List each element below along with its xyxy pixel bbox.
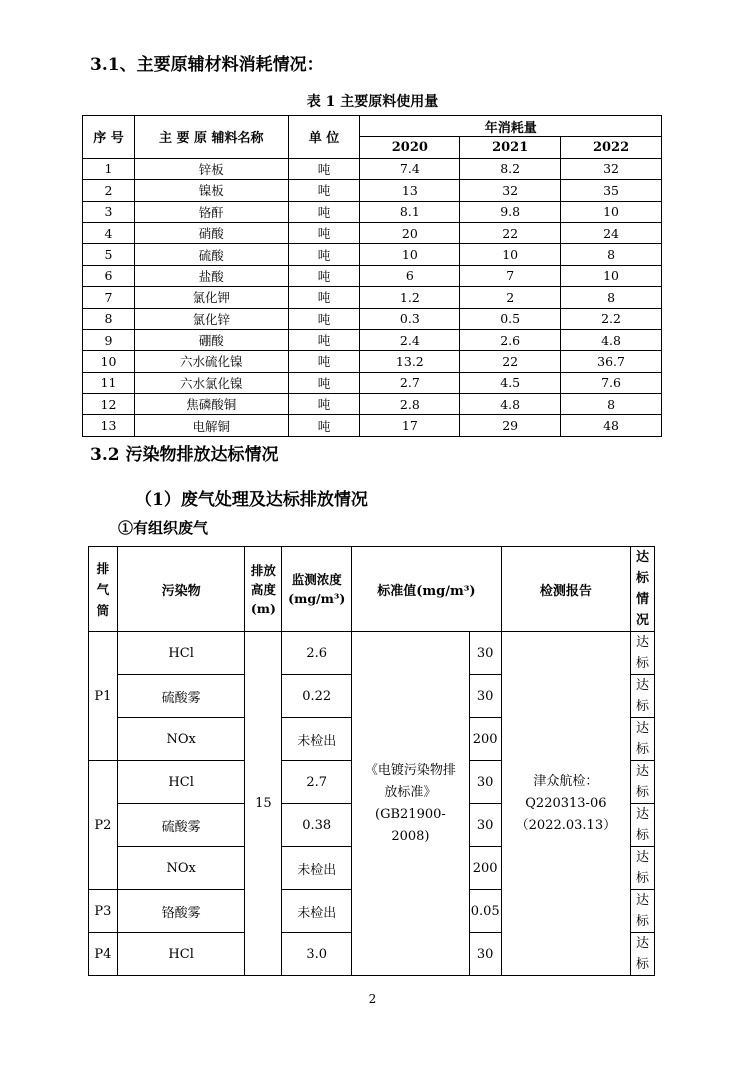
status-cell [631,632,655,675]
table-row [83,329,662,350]
limit-cell: 200 [469,718,501,761]
seq-cell: 3 [83,201,135,222]
unit-cell: 吨 [288,394,360,415]
seq-cell: 6 [83,265,135,286]
pollutant-cell: NOx [117,718,245,761]
value-2020-cell: 10 [360,244,460,265]
value-2020-cell: 2.8 [360,394,460,415]
status-cell [631,761,655,804]
conc-cell: 未检出 [282,847,352,890]
name-cell: 焦磷酸铜 [134,394,288,415]
subsection-a-title: ①有组织废气 [118,519,209,537]
name-cell: 盐酸 [134,265,288,286]
table-row [83,287,662,308]
table-row [83,308,662,329]
value-2020-cell: 6 [360,265,460,286]
name-cell: 硼酸 [134,329,288,350]
table-row [83,222,662,243]
header-annual: 年消耗量 [360,116,662,137]
status-text: 达标 [636,893,650,929]
value-2020-cell: 8.1 [360,201,460,222]
seq-cell: 5 [83,244,135,265]
status-cell [631,718,655,761]
value-2021-cell: 0.5 [460,308,561,329]
value-2021-cell: 9.8 [460,201,561,222]
unit-cell: 吨 [288,222,360,243]
value-2021-cell: 4.5 [460,372,561,393]
header-year: 2022 [561,137,662,158]
value-2022-cell: 4.8 [561,329,662,350]
limit-cell: 30 [469,761,501,804]
unit-cell: 吨 [288,415,360,436]
value-2020-cell: 2.7 [360,372,460,393]
status-text: 达标 [636,678,650,714]
value-2022-cell: 8 [561,394,662,415]
conc-cell: 2.7 [282,761,352,804]
unit-cell: 吨 [288,201,360,222]
pollutant-cell: HCl [117,632,245,675]
unit-cell: 吨 [288,180,360,201]
limit-cell: 200 [469,847,501,890]
value-2020-cell: 17 [360,415,460,436]
unit-cell: 吨 [288,329,360,350]
value-2020-cell: 13 [360,180,460,201]
table-row [83,201,662,222]
header-report: 检测报告 [501,547,630,632]
seq-cell: 10 [83,351,135,372]
conc-cell: 0.22 [282,675,352,718]
standard-cell: 《电镀污染物排放标准》(GB21900-2008) [352,632,470,976]
value-2021-cell: 4.8 [460,394,561,415]
value-2022-cell: 8 [561,244,662,265]
name-cell: 铬酐 [134,201,288,222]
value-2020-cell: 2.4 [360,329,460,350]
name-cell: 电解铜 [134,415,288,436]
value-2021-cell: 2 [460,287,561,308]
value-2022-cell: 24 [561,222,662,243]
seq-cell: 7 [83,287,135,308]
header-seq: 序 号 [83,116,135,159]
name-cell: 锌板 [134,158,288,179]
status-text: 达标 [636,936,650,972]
value-2021-cell: 29 [460,415,561,436]
name-cell: 氯化锌 [134,308,288,329]
header-unit: 单 位 [288,116,360,159]
value-2022-cell: 7.6 [561,372,662,393]
report-cell: 津众航检：Q220313-06（2022.03.13） [501,632,630,976]
pollutant-cell: 铬酸雾 [117,890,245,933]
pollutant-cell: NOx [117,847,245,890]
section-3-2-title: 3.2 污染物排放达标情况 [90,445,279,465]
name-cell: 镍板 [134,180,288,201]
table-row [89,632,655,675]
value-2021-cell: 22 [460,351,561,372]
value-2021-cell: 32 [460,180,561,201]
table-row [83,351,662,372]
status-text: 达标 [636,850,650,886]
conc-cell: 2.6 [282,632,352,675]
limit-cell: 30 [469,675,501,718]
value-2020-cell: 7.4 [360,158,460,179]
name-cell: 六水氯化镍 [134,372,288,393]
status-text: 达标 [636,721,650,757]
value-2021-cell: 22 [460,222,561,243]
seq-cell: 13 [83,415,135,436]
value-2022-cell: 48 [561,415,662,436]
value-2021-cell: 8.2 [460,158,561,179]
status-cell [631,890,655,933]
value-2021-cell: 7 [460,265,561,286]
subsection-1-title: （1）废气处理及达标排放情况 [135,490,368,510]
value-2020-cell: 20 [360,222,460,243]
header-pollutant: 污染物 [117,547,245,632]
header-conc: 监测浓度(mg/m³) [282,547,352,632]
value-2022-cell: 10 [561,201,662,222]
table-row [83,180,662,201]
header-std: 标准值(mg/m³) [352,547,502,632]
name-cell: 硫酸 [134,244,288,265]
materials-table [82,115,662,437]
value-2022-cell: 8 [561,287,662,308]
conc-cell: 未检出 [282,890,352,933]
table1-caption: 表 1 主要原料使用量 [306,94,439,110]
unit-cell: 吨 [288,265,360,286]
header-stack: 排气筒 [89,547,118,632]
status-cell [631,675,655,718]
stack-cell: P2 [89,761,118,890]
unit-cell: 吨 [288,158,360,179]
header-year: 2021 [460,137,561,158]
section-3-1-title: 3.1、主要原辅材料消耗情况： [90,55,324,75]
status-text: 达标 [636,635,650,671]
value-2020-cell: 13.2 [360,351,460,372]
name-cell: 硝酸 [134,222,288,243]
emissions-table [88,546,655,976]
conc-cell: 3.0 [282,933,352,976]
unit-cell: 吨 [288,308,360,329]
status-cell [631,804,655,847]
status-cell [631,847,655,890]
value-2022-cell: 35 [561,180,662,201]
value-2020-cell: 1.2 [360,287,460,308]
limit-cell: 30 [469,804,501,847]
unit-cell: 吨 [288,287,360,308]
seq-cell: 8 [83,308,135,329]
pollutant-cell: HCl [117,761,245,804]
conc-cell: 0.38 [282,804,352,847]
table-row [83,158,662,179]
status-cell [631,933,655,976]
seq-cell: 4 [83,222,135,243]
value-2022-cell: 32 [561,158,662,179]
table-row [83,415,662,436]
seq-cell: 12 [83,394,135,415]
seq-cell: 11 [83,372,135,393]
table-row [83,394,662,415]
status-text: 达标 [636,807,650,843]
name-cell: 六水硫化镍 [134,351,288,372]
seq-cell: 9 [83,329,135,350]
page-number: 2 [368,992,377,1006]
value-2021-cell: 2.6 [460,329,561,350]
pollutant-cell: 硫酸雾 [117,675,245,718]
seq-cell: 2 [83,180,135,201]
stack-cell: P3 [89,890,118,933]
name-cell: 氯化钾 [134,287,288,308]
value-2022-cell: 36.7 [561,351,662,372]
seq-cell: 1 [83,158,135,179]
limit-cell: 30 [469,933,501,976]
value-2020-cell: 0.3 [360,308,460,329]
pollutant-cell: HCl [117,933,245,976]
table-row [83,244,662,265]
table-row [83,265,662,286]
header-name: 主 要 原 辅料名称 [134,116,288,159]
unit-cell: 吨 [288,351,360,372]
pollutant-cell: 硫酸雾 [117,804,245,847]
unit-cell: 吨 [288,372,360,393]
stack-cell: P1 [89,632,118,761]
value-2022-cell: 10 [561,265,662,286]
header-status: 达标情况 [631,547,655,632]
header-height: 排放高度(m) [245,547,282,632]
height-cell: 15 [245,632,282,976]
value-2022-cell: 2.2 [561,308,662,329]
unit-cell: 吨 [288,244,360,265]
stack-cell: P4 [89,933,118,976]
header-year: 2020 [360,137,460,158]
limit-cell: 30 [469,632,501,675]
conc-cell: 未检出 [282,718,352,761]
limit-cell: 0.05 [469,890,501,933]
status-text: 达标 [636,764,650,800]
table-row [83,372,662,393]
value-2021-cell: 10 [460,244,561,265]
